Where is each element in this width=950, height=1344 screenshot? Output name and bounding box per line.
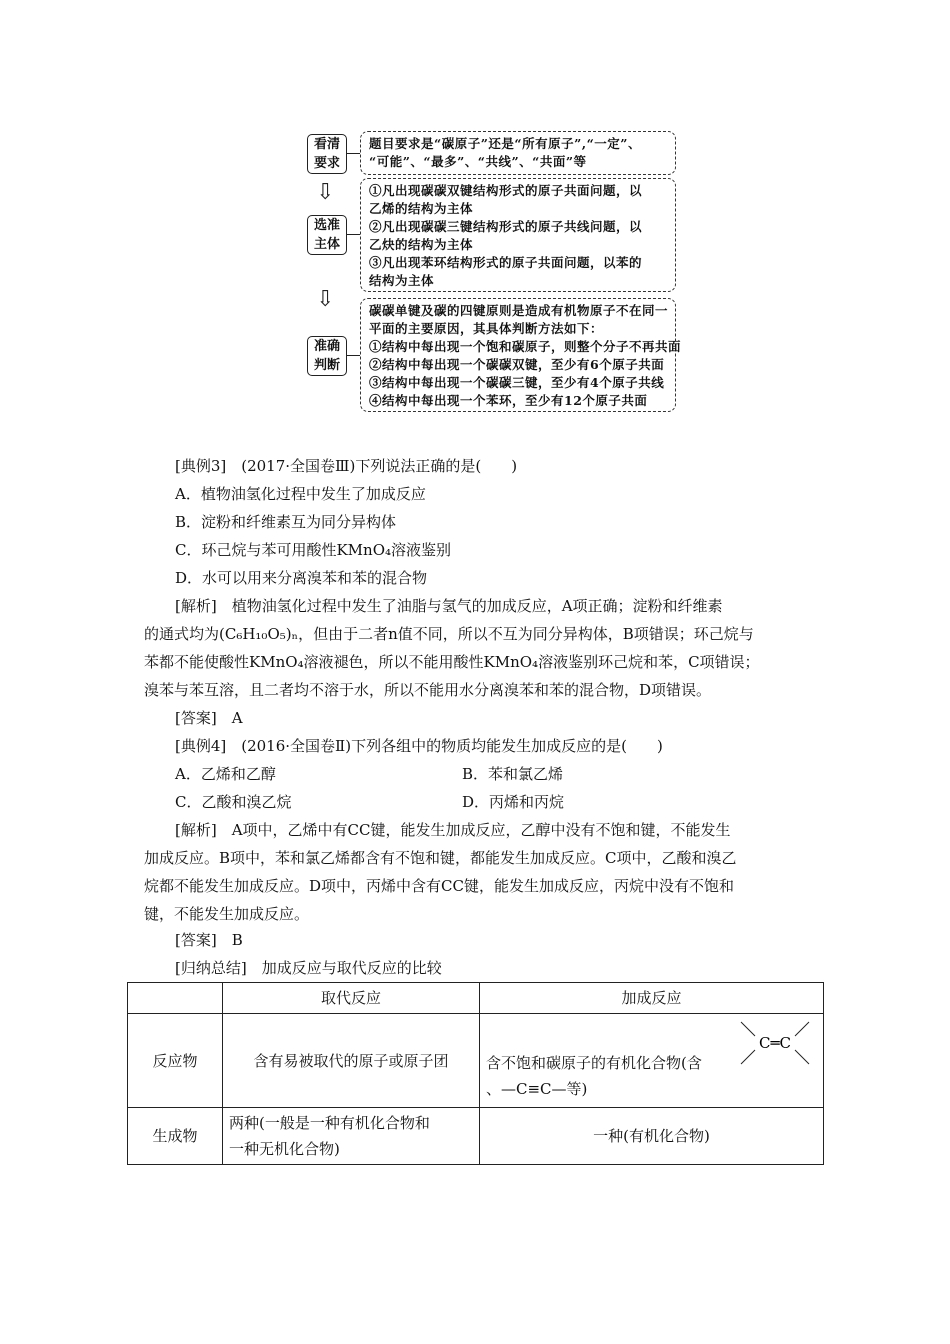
example4-option-row xyxy=(175,760,855,788)
comparison-table xyxy=(127,982,824,1165)
example3-answer: [答案] A xyxy=(175,709,243,727)
example4-option-b: B．苯和氯乙烯 xyxy=(462,765,564,783)
example4-option-c: C．乙酸和溴乙烷 xyxy=(175,793,292,811)
flowchart-box-1: 题目要求是“碳原子”还是“所有原子”,“一定”、 “可能”、“最多”、“共线”、“共面”等 xyxy=(360,131,676,175)
reactant-addition-line2: 、—C≡C—等) xyxy=(486,1079,588,1098)
example3-option-d: D．水可以用来分离溴苯和苯的混合物 xyxy=(175,569,428,587)
down-arrow-icon: ⇩ xyxy=(316,180,335,205)
flowchart-box-3: 碳碳单键及碳的四键原则是造成有机物原子不在同一 平面的主要原因，其具体判断方法如下： ①结构中每出现一个饱和碳原子，则整个分子不再共面 ②结构中每出现一个碳碳双键，至少有6个原子共面 ③结构中每出现一个碳碳三键，至少有4个原子共线 ④结构中每出现一个苯环，至少有12个原子共面 xyxy=(360,298,676,412)
example3-question: [典例3] (2017·全国卷Ⅲ)下列说法正确的是( ) xyxy=(175,457,518,475)
example3-analysis: 苯都不能使酸性KMnO₄溶液褪色，所以不能用酸性KMnO₄溶液鉴别环己烷和苯，C项错误； xyxy=(144,653,760,671)
example4-question: [典例4] (2016·全国卷Ⅱ)下列各组中的物质均能发生加成反应的是( ) xyxy=(175,737,663,755)
row-label-reactant: 反应物 xyxy=(128,1014,223,1108)
connector-line xyxy=(347,234,360,235)
example3-option-c: C．环己烷与苯可用酸性KMnO₄溶液鉴别 xyxy=(175,541,452,559)
row-label-product: 生成物 xyxy=(128,1108,223,1165)
example4-option-a: A．乙烯和乙醇 xyxy=(175,765,276,783)
example4-answer: [答案] B xyxy=(175,931,243,949)
table-row xyxy=(128,1108,824,1165)
down-arrow-icon: ⇩ xyxy=(316,287,335,312)
flowchart-label-3: 准确判断 xyxy=(307,336,347,376)
example3-option-b: B．淀粉和纤维素互为同分异构体 xyxy=(175,513,397,531)
example4-analysis: 加成反应。B项中，苯和氯乙烯都含有不饱和键，都能发生加成反应。C项中，乙酸和溴乙 xyxy=(144,849,737,867)
reactant-addition xyxy=(480,1014,824,1108)
example3-analysis: 溴苯与苯互溶，且二者均不溶于水，所以不能用水分离溴苯和苯的混合物，D项错误。 xyxy=(144,681,712,699)
connector-line xyxy=(347,355,360,356)
flowchart-label-1: 看清要求 xyxy=(307,134,347,174)
product-addition: 一种(有机化合物) xyxy=(480,1108,824,1165)
example4-analysis: 烷都不能发生加成反应。D项中，丙烯中含有CC键，能发生加成反应，丙烷中没有不饱和 xyxy=(144,877,734,895)
double-bond-structure-icon xyxy=(735,1018,815,1068)
flowchart-box-2: ①凡出现碳碳双键结构形式的原子共面问题，以 乙烯的结构为主体 ②凡出现碳碳三键结构形式的原子共线问题，以 乙炔的结构为主体 ③凡出现苯环结构形式的原子共面问题，以苯的 结构为主体 xyxy=(360,178,676,292)
reactant-addition-line1: 含不饱和碳原子的有机化合物(含 xyxy=(486,1053,702,1072)
example4-option-row xyxy=(175,788,855,816)
table-header-addition: 加成反应 xyxy=(480,983,824,1014)
flowchart-label-2: 选准主体 xyxy=(307,215,347,255)
summary-title: [归纳总结] 加成反应与取代反应的比较 xyxy=(175,959,442,977)
product-substitution: 两种(一般是一种有机化合物和 一种无机化合物) xyxy=(223,1108,480,1165)
example3-analysis: 的通式均为(C₆H₁₀O₅)ₙ，但由于二者n值不同，所以不互为同分异构体，B项错误；环己烷与 xyxy=(144,625,754,643)
example3-analysis: [解析] 植物油氢化过程中发生了油脂与氢气的加成反应，A项正确；淀粉和纤维素 xyxy=(175,597,723,615)
reactant-substitution: 含有易被取代的原子或原子团 xyxy=(223,1014,480,1108)
example4-analysis: [解析] A项中，乙烯中有CC键，能发生加成反应，乙醇中没有不饱和键，不能发生 xyxy=(175,821,731,839)
table-header-empty xyxy=(128,983,223,1014)
double-bond-formula: C═C xyxy=(759,1034,791,1052)
example4-option-d: D．丙烯和丙烷 xyxy=(462,793,565,811)
connector-line xyxy=(347,153,360,154)
table-header-substitution: 取代反应 xyxy=(223,983,480,1014)
table-row xyxy=(128,1014,824,1108)
example4-analysis: 键，不能发生加成反应。 xyxy=(144,905,310,923)
example3-option-a: A．植物油氢化过程中发生了加成反应 xyxy=(175,485,426,503)
